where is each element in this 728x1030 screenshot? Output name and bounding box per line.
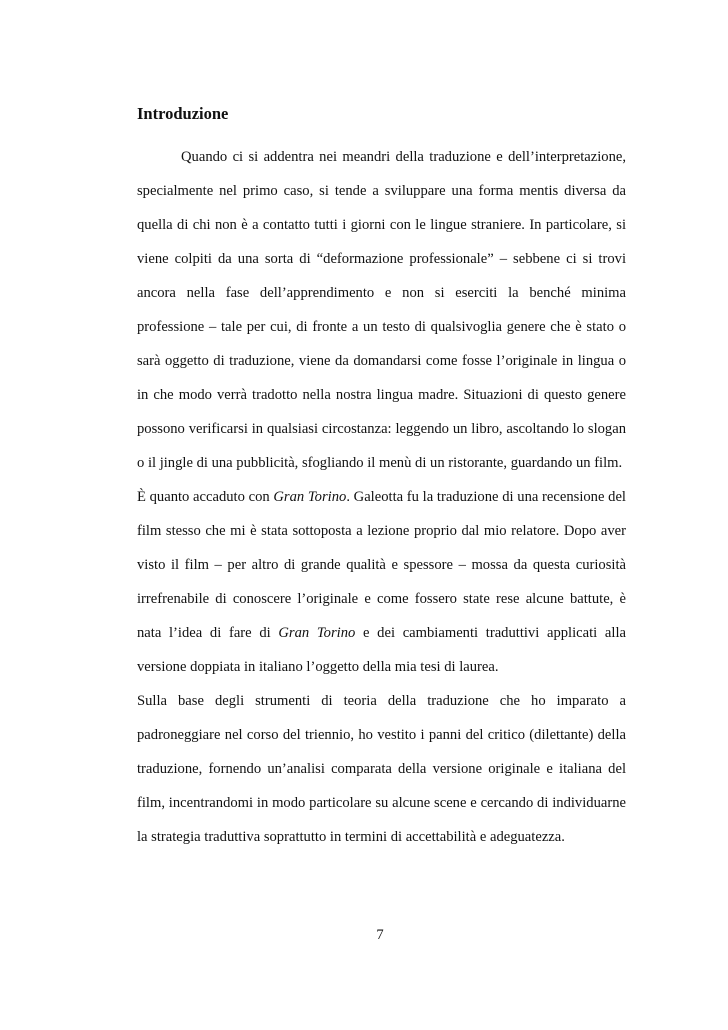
film-title-italic: Gran Torino (273, 489, 347, 505)
body-text (137, 140, 626, 854)
paragraph-2-text-c: e dei cambiamenti traduttivi applicati alla versione doppiata in italiano l’oggetto della mia tesi di laurea. (137, 625, 626, 675)
paragraph-2-text-b: . Galeotta fu la traduzione di una recensione del film stesso che mi è stata sottoposta a lezione proprio dal mio relatore. Dopo aver visto il film – per altro di grande qualità e spessore – mossa da questa curiosità irrefrenabile di conoscere l’originale e come fossero state rese alcune battute, è nata l’idea di fare di (137, 489, 626, 641)
paragraph-3-text: Sulla base degli strumenti di teoria della traduzione che ho imparato a padroneggiare nel corso del triennio, ho vestito i panni del critico (dilettante) della traduzione, fornendo un’analisi comparata della versione originale e italiana del film, incentrandomi in modo particolare su alcune scene e cercando di individuarne la strategia traduttiva soprattutto in termini di accettabilità e adeguatezza. (137, 693, 626, 845)
paragraph-2-text-a: È quanto accaduto con (137, 489, 274, 505)
film-title-italic: Gran Torino (278, 625, 356, 641)
paragraph-1 (137, 140, 626, 480)
section-heading: Introduzione (137, 104, 229, 123)
page-number: 7 (376, 927, 384, 943)
paragraph-1-text: Quando ci si addentra nei meandri della traduzione e dell’interpretazione, specialmente nel primo caso, si tende a sviluppare una forma mentis diversa da quella di chi non è a contatto tutti i giorni con le lingue straniere. In particolare, si viene colpiti da una sorta di “deformazione professionale” – sebbene ci si trovi ancora nella fase dell’apprendimento e non si eserciti la benché minima professione – tale per cui, di fronte a un testo di qualsivoglia genere che è stato o sarà oggetto di traduzione, viene da domandarsi come fosse l’originale in lingua o in che modo verrà tradotto nella nostra lingua madre. Situazioni di questo genere possono verificarsi in qualsiasi circostanza: leggendo un libro, ascoltando lo slogan o il jingle di una pubblicità, sfogliando il menù di un ristorante, guardando un film. (137, 149, 626, 471)
paragraph-2 (137, 480, 626, 684)
paragraph-3 (137, 684, 626, 854)
